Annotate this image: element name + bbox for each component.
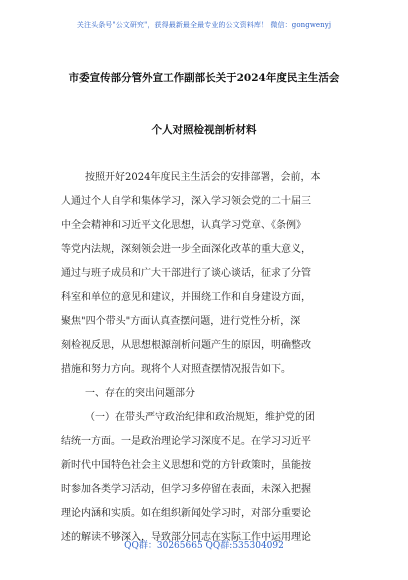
body-line: 科室和单位的意见和建议，并围绕工作和自身建设方面， bbox=[61, 292, 311, 303]
body-line: 聚焦"四个带头"方面认真查摆问题，进行党性分析，深 bbox=[61, 316, 301, 327]
body-line: 按照开好2024年度民主生活会的安排部署，会前，本 bbox=[85, 172, 321, 183]
header-note: 关注头条号"公文研究"，获得最新最全最专业的公文资料库！ 微信：gongwenyj bbox=[76, 21, 332, 29]
body-line: （一）在带头严守政治纪律和政治规矩，维护党的团 bbox=[85, 412, 315, 423]
body-line: 通过与班子成员和广大干部进行了谈心谈话，征求了分管 bbox=[61, 268, 311, 279]
document-title-line-2: 个人对照检视剖析材料 bbox=[151, 124, 257, 136]
body-line: 时参加各类学习活动，但学习多停留在表面，未深入把握 bbox=[61, 484, 311, 495]
body-line: 述的解读不够深入，导致部分同志在实际工作中运用理论 bbox=[61, 532, 311, 543]
body-line: 理论内涵和实质。如在组织新闻处学习时，对部分重要论 bbox=[61, 508, 311, 519]
body-line: 中全会精神和习近平文化思想，认真学习党章、《条例》 bbox=[61, 220, 306, 231]
body-line: 等党内法规，深刻领会进一步全面深化改革的重大意义， bbox=[61, 244, 311, 255]
body-line: 刻检视反思，从思想根源剖析问题产生的原因，明确整改 bbox=[61, 340, 311, 351]
body-line: 措施和努力方向。现将个人对照查摆情况报告如下。 bbox=[61, 364, 291, 375]
section-heading: 一、存在的突出问题部分 bbox=[85, 388, 195, 399]
body-line: 人通过个人自学和集体学习，深入学习领会党的二十届三 bbox=[61, 196, 311, 207]
body-line: 结统一方面。一是政治理论学习深度不足。在学习习近平 bbox=[61, 436, 311, 447]
document-title-line-1: 市委宣传部分管外宣工作副部长关于2024年度民主生活会 bbox=[68, 72, 340, 84]
footer-qq-groups: QQ群：30265665 QQ群:535304092 bbox=[124, 541, 284, 551]
body-line: 新时代中国特色社会主义思想和党的方针政策时，虽能按 bbox=[61, 460, 311, 471]
